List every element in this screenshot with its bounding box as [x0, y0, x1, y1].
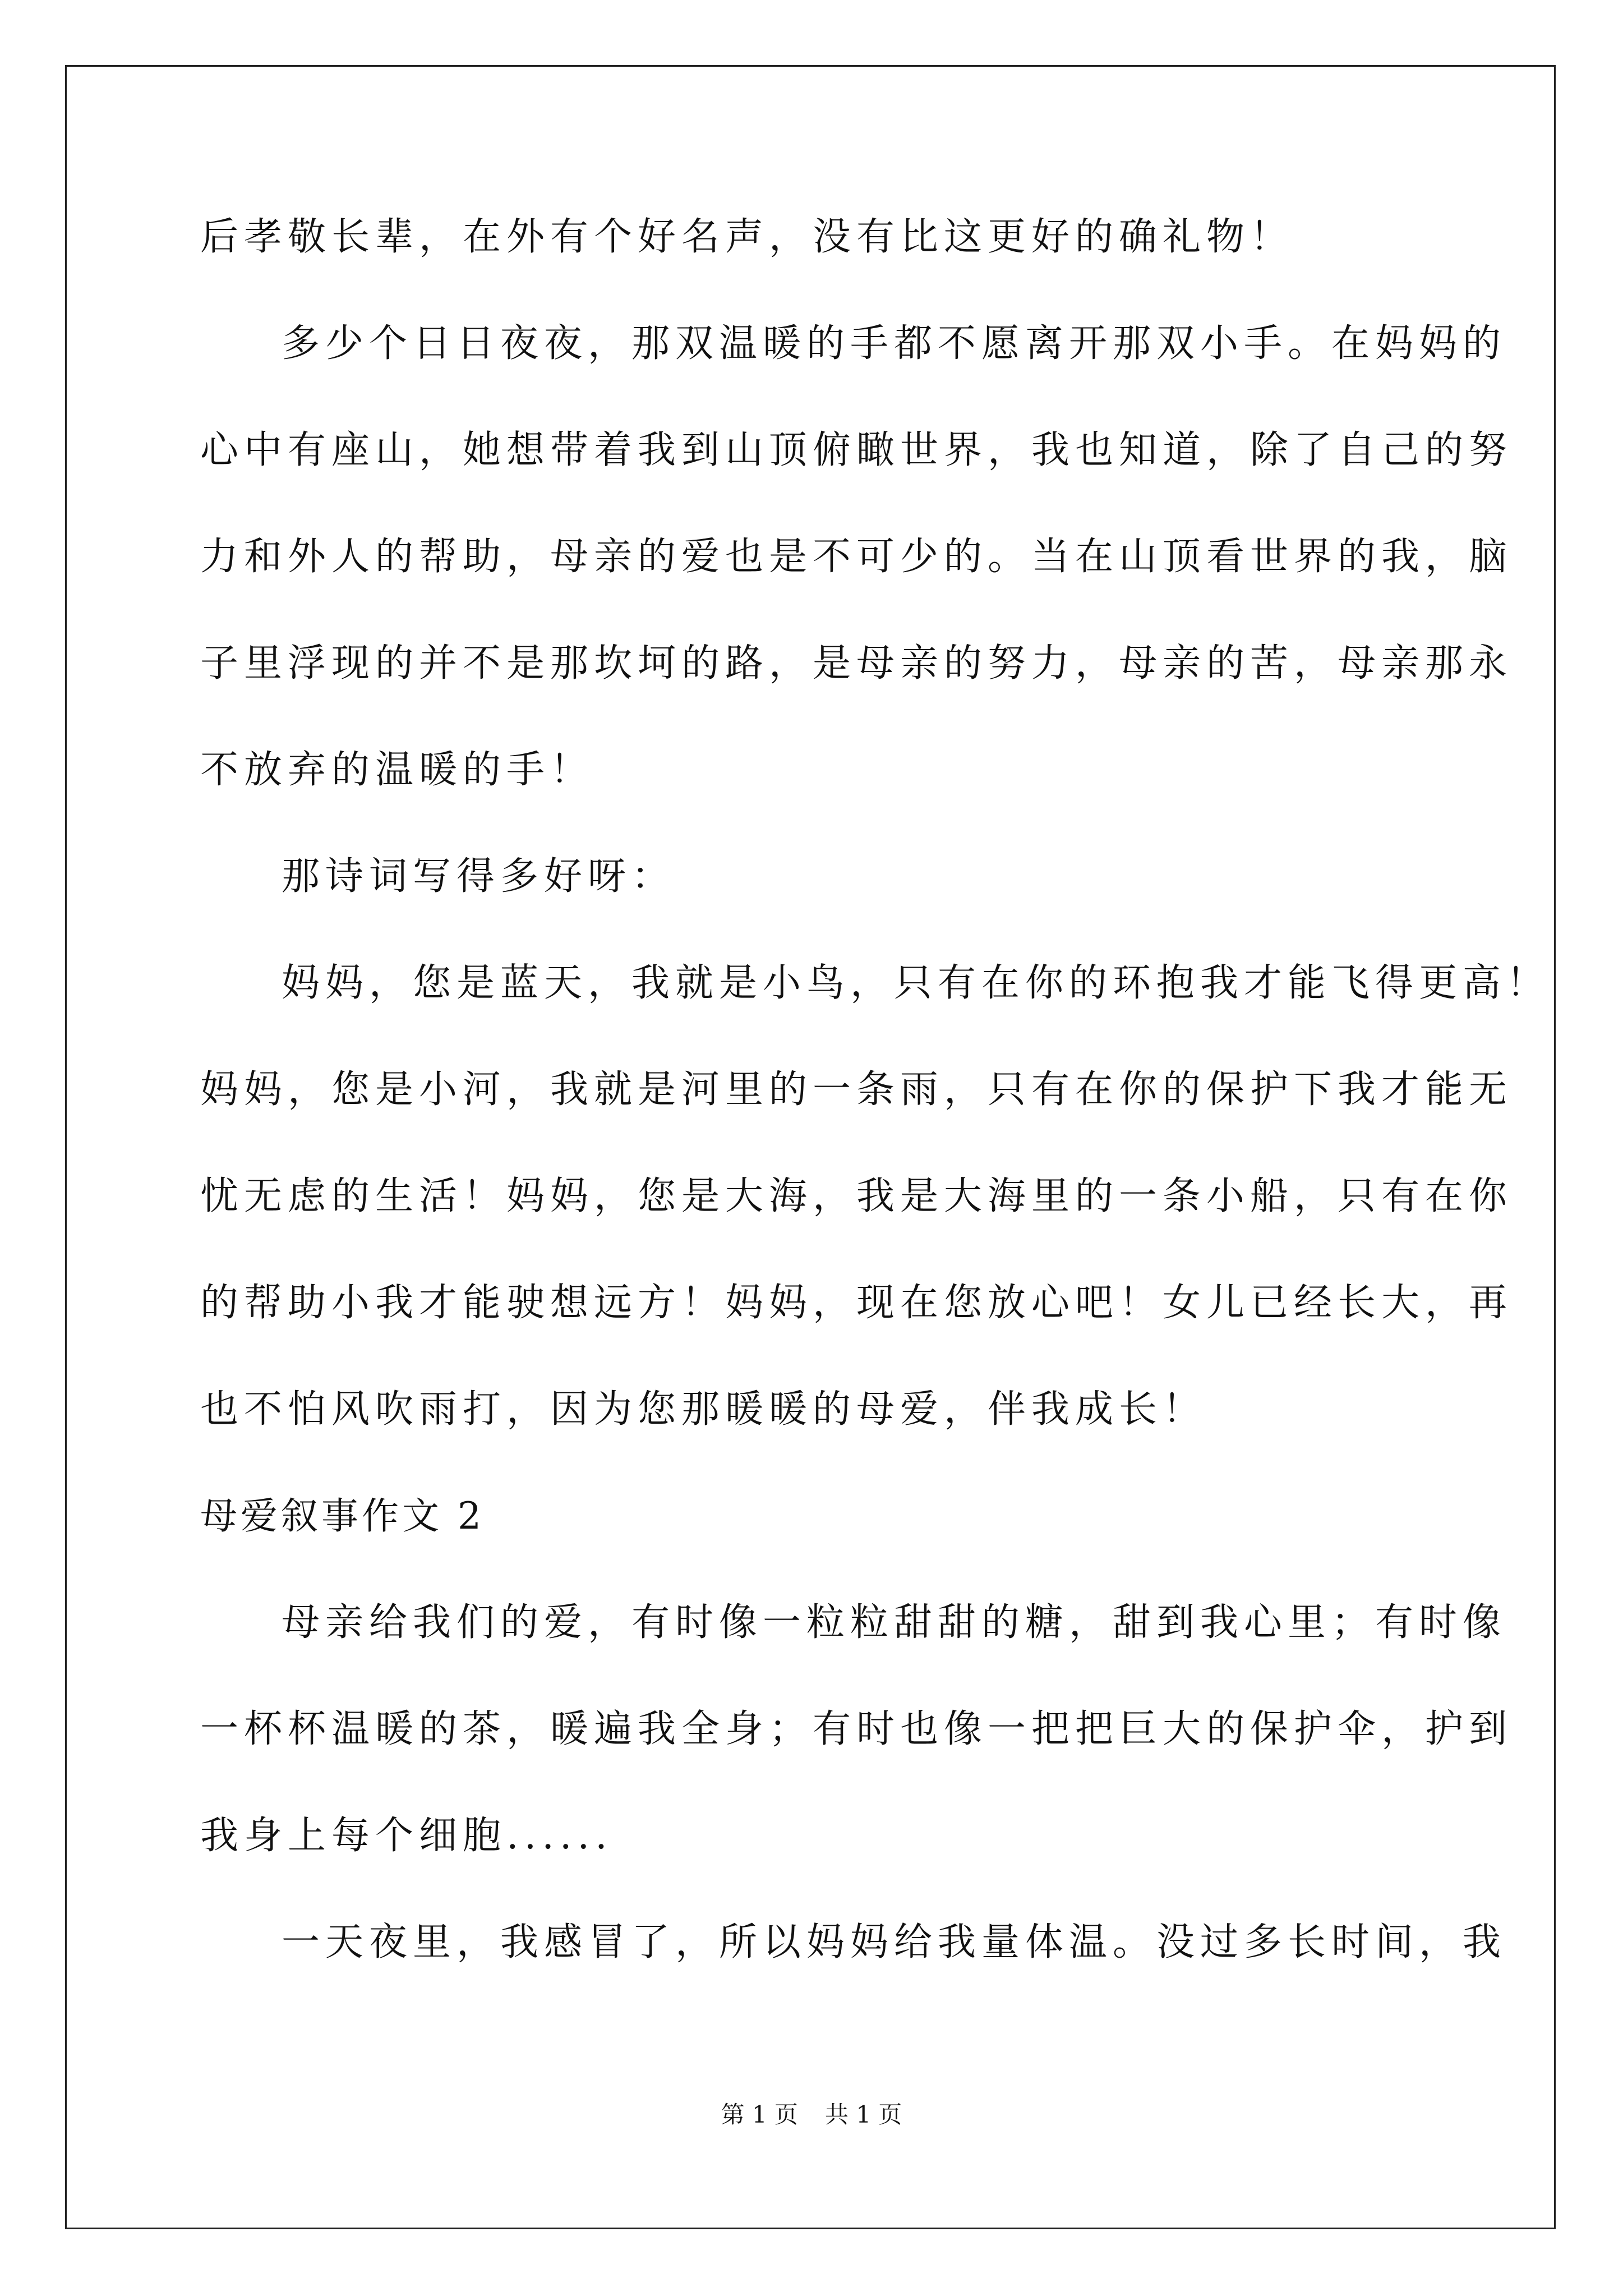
section-heading: 母爱叙事作文 2 [200, 1494, 485, 1538]
text-line: 后孝敬长辈，在外有个好名声，没有比这更好的确礼物！ [200, 215, 1294, 259]
paragraph-start: 妈妈，您是蓝天，我就是小鸟，只有在你的环抱我才能飞得更高！ [282, 961, 1551, 1005]
text-line: 妈妈，您是小河，我就是河里的一条雨，只有在你的保护下我才能无 [200, 1068, 1513, 1112]
text-line: 的帮助小我才能驶想远方！妈妈，现在您放心吧！女儿已经长大，再 [200, 1281, 1513, 1325]
text-line: 心中有座山，她想带着我到山顶俯瞰世界，我也知道，除了自己的努 [200, 428, 1513, 472]
paragraph-start: 母亲给我们的爱，有时像一粒粒甜甜的糖，甜到我心里；有时像 [282, 1600, 1507, 1645]
page-border [65, 65, 1556, 2229]
text-line: 忧无虑的生活！妈妈，您是大海，我是大海里的一条小船，只有在你 [200, 1174, 1513, 1218]
text-line: 也不怕风吹雨打，因为您那暖暖的母爱，伴我成长！ [200, 1387, 1207, 1432]
page-number: 第 1 页 [721, 2101, 798, 2128]
paragraph-start: 一天夜里，我感冒了，所以妈妈给我量体温。没过多长时间，我 [282, 1920, 1507, 1964]
text-line: 一杯杯温暖的茶，暖遍我全身；有时也像一把把巨大的保护伞，护到 [200, 1707, 1513, 1751]
text-line: 不放弃的温暖的手！ [200, 748, 594, 792]
paragraph-start: 那诗词写得多好呀： [282, 854, 676, 899]
text-line: 子里浮现的并不是那坎坷的路，是母亲的努力，母亲的苦，母亲那永 [200, 641, 1513, 685]
page-total: 共 1 页 [825, 2101, 902, 2128]
paragraph-start: 多少个日日夜夜，那双温暖的手都不愿离开那双小手。在妈妈的 [282, 321, 1507, 366]
text-line: 我身上每个细胞...... [200, 1814, 613, 1858]
page-footer [0, 2098, 1623, 2132]
text-line: 力和外人的帮助，母亲的爱也是不可少的。当在山顶看世界的我，脑 [200, 535, 1513, 579]
